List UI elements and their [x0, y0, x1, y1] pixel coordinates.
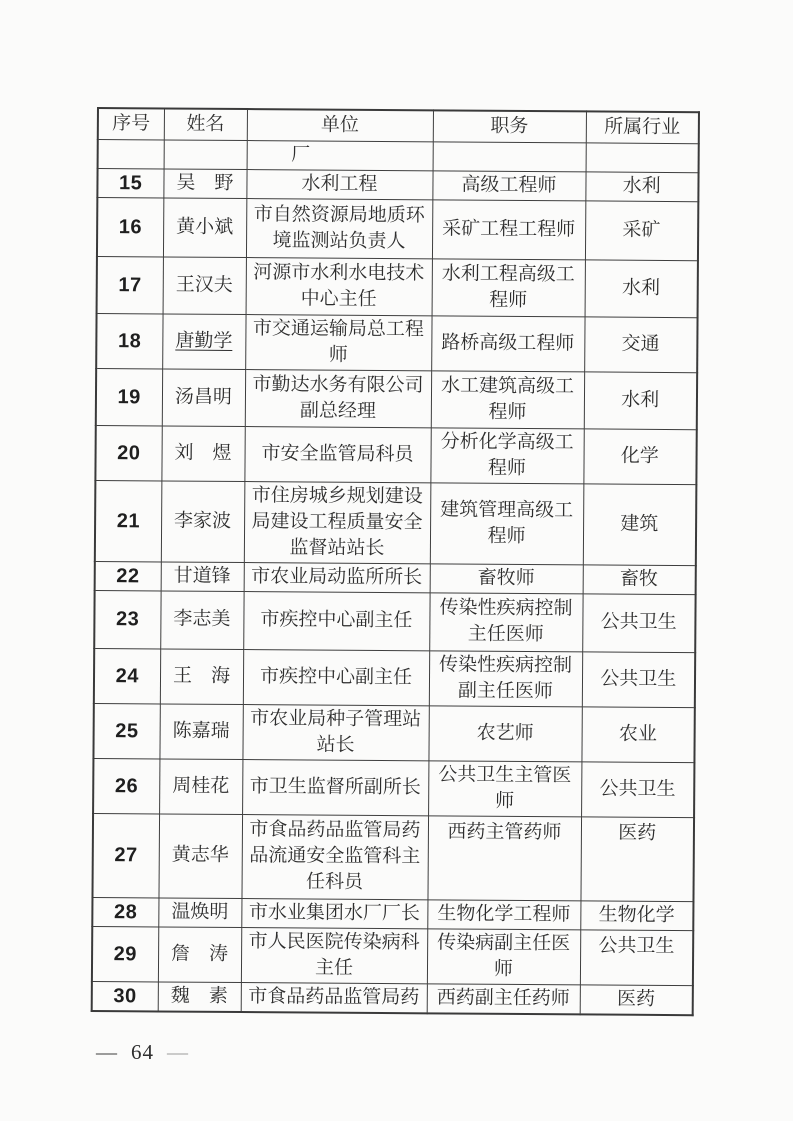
table-row	[92, 897, 693, 930]
person-name: 温焕明	[171, 901, 229, 923]
table-row	[93, 703, 694, 762]
cell-industry: 畜牧	[583, 564, 696, 594]
cell-no: 30	[92, 981, 158, 1011]
col-header-unit: 单位	[247, 109, 433, 141]
page-number-right-dash: —	[167, 1040, 189, 1064]
cell-no: 24	[94, 648, 160, 703]
cell-industry: 生物化学	[580, 900, 693, 930]
cell-industry: 交通	[584, 316, 697, 372]
cell-unit: 市农业局动监所所长	[244, 562, 430, 592]
cell-no: 25	[93, 703, 159, 758]
cell-industry: 医药	[580, 984, 693, 1014]
cell-unit: 河源市水利水电技术中心主任	[246, 257, 432, 315]
cell-no: 28	[92, 897, 158, 926]
person-name: 吴 野	[176, 172, 234, 194]
cell-name	[158, 897, 241, 927]
cell-unit: 水利工程	[246, 169, 432, 199]
cell-title: 水工建筑高级工程师	[431, 370, 584, 428]
table-row	[93, 758, 694, 817]
person-name: 黄志华	[171, 844, 229, 866]
cell-name	[163, 197, 246, 257]
cell-title: 西药主管药师	[427, 815, 581, 900]
cell-industry: 采矿	[585, 200, 698, 260]
cell-unit: 市安全监管局科员	[244, 426, 430, 482]
cell-name	[160, 590, 243, 649]
cell-name	[158, 926, 241, 982]
table-row	[92, 926, 693, 985]
cell-unit: 市农业局种子管理站站长	[242, 704, 428, 760]
cell-unit: 市勤达水务有限公司副总经理	[245, 369, 431, 427]
cell-name	[163, 168, 246, 198]
cell-industry: 水利	[585, 171, 698, 201]
cell-title: 高级工程师	[432, 170, 585, 200]
cell-title: 传染性疾病控制副主任医师	[429, 650, 582, 706]
cell-title: 水利工程高级工程师	[432, 258, 585, 316]
person-name: 黄小斌	[176, 216, 234, 238]
cell-name	[161, 480, 245, 562]
cell-no: 29	[92, 926, 158, 981]
cell-industry: 公共卫生	[580, 929, 693, 985]
cell-name	[160, 648, 243, 704]
cell-no: 22	[95, 561, 161, 590]
table-row	[92, 981, 693, 1015]
table-row	[97, 256, 698, 317]
page-number-left-dash: —	[96, 1040, 118, 1064]
cell-name	[159, 758, 242, 814]
person-name: 陈嘉瑞	[172, 720, 230, 742]
cell-title: 公共卫生主管医师	[428, 760, 581, 816]
cell-no: 20	[95, 425, 161, 480]
col-header-industry: 所属行业	[586, 111, 699, 143]
cell-no: 23	[94, 590, 160, 648]
cell-unit: 市水业集团水厂厂长	[241, 898, 427, 928]
cell-unit: 市交通运输局总工程师	[245, 314, 431, 370]
cell-name	[162, 368, 245, 426]
page-number	[96, 1040, 189, 1065]
cell-no: 21	[95, 480, 162, 561]
cell-industry: 化学	[583, 428, 696, 484]
cell-title: 西药副主任药师	[427, 983, 580, 1014]
cell-unit: 市自然资源局地质环境监测站负责人	[246, 198, 432, 258]
cell-industry: 水利	[584, 371, 697, 429]
cell-no: 19	[96, 368, 162, 425]
cell-no: 15	[97, 168, 163, 197]
table-row	[95, 480, 697, 565]
cell-title	[433, 141, 586, 171]
table-header-row	[98, 108, 699, 143]
person-name: 周桂花	[172, 775, 230, 797]
col-header-no: 序号	[98, 108, 164, 139]
table-row	[96, 368, 697, 429]
cell-industry: 水利	[585, 259, 698, 317]
col-header-title: 职务	[433, 110, 586, 142]
cell-industry	[586, 142, 699, 172]
table-row	[94, 648, 695, 707]
cell-unit: 市食品药品监管局药	[241, 982, 427, 1013]
cell-title: 建筑管理高级工程师	[430, 482, 584, 564]
table-container	[91, 107, 700, 1016]
cell-no: 16	[97, 197, 163, 256]
table-row	[97, 168, 698, 201]
cell-name	[163, 256, 246, 314]
cell-unit: 市人民医院传染病科主任	[241, 927, 427, 983]
cell-name	[161, 561, 244, 591]
cell-industry: 农业	[581, 706, 694, 762]
cell-unit: 市食品药品监管局药品流通安全监管科主任科员	[241, 814, 428, 899]
table-row	[94, 590, 695, 652]
cell-no: 17	[97, 256, 163, 313]
table-row-partial	[98, 139, 699, 172]
cell-industry: 医药	[580, 816, 694, 901]
table-row	[96, 313, 697, 372]
table-row	[95, 561, 696, 594]
cell-industry: 公共卫生	[582, 651, 695, 707]
cell-industry: 建筑	[583, 483, 697, 565]
cell-unit: 市卫生监督所副所长	[242, 759, 428, 815]
cell-name	[162, 313, 245, 369]
cell-unit: 厂	[247, 140, 433, 170]
cell-title: 传染性疾病控制主任医师	[429, 592, 582, 651]
person-name: 王 海	[172, 665, 231, 687]
cell-no: 26	[93, 758, 159, 813]
person-name: 詹 涛	[171, 943, 229, 965]
cell-title: 采矿工程工程师	[432, 199, 585, 259]
cell-unit: 市疾控中心副主任	[243, 649, 429, 705]
person-name: 李志美	[173, 608, 231, 630]
cell-industry: 公共卫生	[582, 593, 695, 652]
person-name: 汤昌明	[174, 386, 233, 408]
cell-name	[158, 813, 242, 898]
cell-unit: 市住房城乡规划建设局建设工程质量安全监督站站长	[244, 481, 431, 563]
cell-title: 传染病副主任医师	[427, 928, 580, 984]
cell-title: 生物化学工程师	[427, 899, 580, 929]
cell-title: 农艺师	[428, 705, 581, 761]
person-name: 王汉夫	[175, 274, 233, 296]
cell-name	[158, 981, 241, 1011]
table-row	[95, 425, 696, 484]
person-name: 魏 素	[170, 985, 228, 1007]
cell-name	[161, 425, 244, 481]
col-header-name: 姓名	[164, 108, 247, 140]
page-number-value: 64	[131, 1040, 154, 1064]
cell-no	[98, 139, 164, 168]
cell-name	[159, 703, 242, 759]
person-name: 唐勤学	[175, 330, 233, 352]
cell-title: 路桥高级工程师	[431, 315, 584, 371]
person-name: 刘 煜	[174, 442, 232, 464]
cell-name	[164, 139, 247, 169]
person-name: 甘道锋	[173, 565, 231, 587]
person-name: 李家波	[174, 510, 232, 532]
cell-industry: 公共卫生	[581, 761, 694, 817]
cell-no: 27	[92, 813, 159, 897]
table-row	[97, 197, 698, 260]
cell-title: 畜牧师	[430, 563, 583, 593]
cell-no: 18	[96, 313, 162, 368]
table-row	[92, 813, 694, 901]
cell-unit: 市疾控中心副主任	[243, 591, 429, 650]
cell-title: 分析化学高级工程师	[430, 427, 583, 483]
personnel-table	[91, 107, 700, 1016]
